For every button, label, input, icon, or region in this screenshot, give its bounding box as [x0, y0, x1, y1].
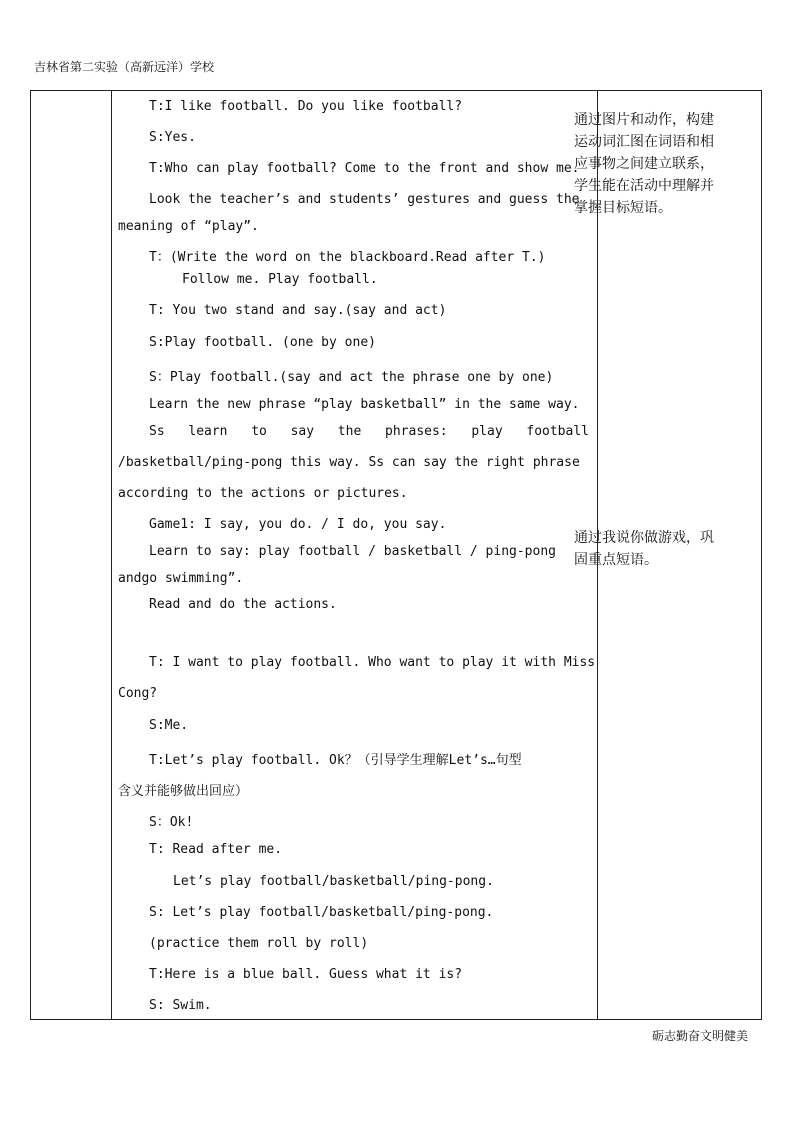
column-divider-left — [111, 91, 112, 1019]
lesson-line: Ss learn to say the phrases: play football — [149, 424, 589, 439]
design-note-2: 通过我说你做游戏，巩固重点短语。 — [574, 530, 714, 568]
lesson-line: S：Ok! — [149, 815, 194, 830]
lesson-line: T：(Write the word on the blackboard.Read after T.) — [149, 250, 546, 265]
lesson-line: T:Here is a blue ball. Guess what it is? — [149, 967, 463, 982]
footer-motto: 砺志勤奋文明健美 — [652, 1029, 749, 1043]
lesson-line: S:Me. — [149, 718, 189, 733]
lesson-line: Look the teacher’s and students’ gestures and guess the — [149, 192, 580, 207]
lesson-line: T:Let’s play football. Ok？（引导学生理解Let’s…句型 — [149, 753, 522, 768]
lesson-line: S：Play football.(say and act the phrase one by one) — [149, 370, 554, 385]
lesson-line: S:Play football. (one by one) — [149, 335, 376, 350]
lesson-line: T:I like football. Do you like football? — [149, 99, 463, 114]
lesson-line: Learn to say: play football / basketball / ping-pong — [149, 544, 556, 559]
lesson-line: andgo swimming”. — [118, 571, 244, 586]
design-note-1: 通过图片和动作，构建运动词汇图在词语和相应事物之间建立联系，学生能在活动中理解并掌握目标短语。 — [574, 112, 714, 216]
lesson-line: Game1: I say, you do. / I do, you say. — [149, 517, 447, 532]
lesson-line: S: Let’s play football/basketball/ping-pong. — [149, 905, 494, 920]
lesson-line: Follow me. Play football. — [182, 272, 378, 287]
lesson-line: T:Who can play football? Come to the front and show me. — [149, 161, 580, 176]
lesson-line: S:Yes. — [149, 130, 196, 145]
lesson-line: T: I want to play football. Who want to play it with Miss — [149, 655, 596, 670]
lesson-line: Cong? — [118, 686, 158, 701]
lesson-line: Let’s play football/basketball/ping-pong. — [173, 874, 494, 889]
lesson-line: T: You two stand and say.(say and act) — [149, 303, 447, 318]
lesson-line: meaning of “play”. — [118, 219, 259, 234]
lesson-line: Read and do the actions. — [149, 597, 337, 612]
lesson-line: /basketball/ping-pong this way. Ss can say the right phrase — [118, 455, 580, 470]
school-header: 吉林省第二实验（高新远洋）学校 — [34, 60, 215, 74]
lesson-line: T: Read after me. — [149, 842, 283, 857]
lesson-line: (practice them roll by roll) — [149, 936, 369, 951]
lesson-line: according to the actions or pictures. — [118, 486, 408, 501]
lesson-line: S: Swim. — [149, 998, 212, 1013]
lesson-line: 含义并能够做出回应） — [118, 784, 249, 799]
lesson-line: Learn the new phrase “play basketball” in the same way. — [149, 397, 580, 412]
